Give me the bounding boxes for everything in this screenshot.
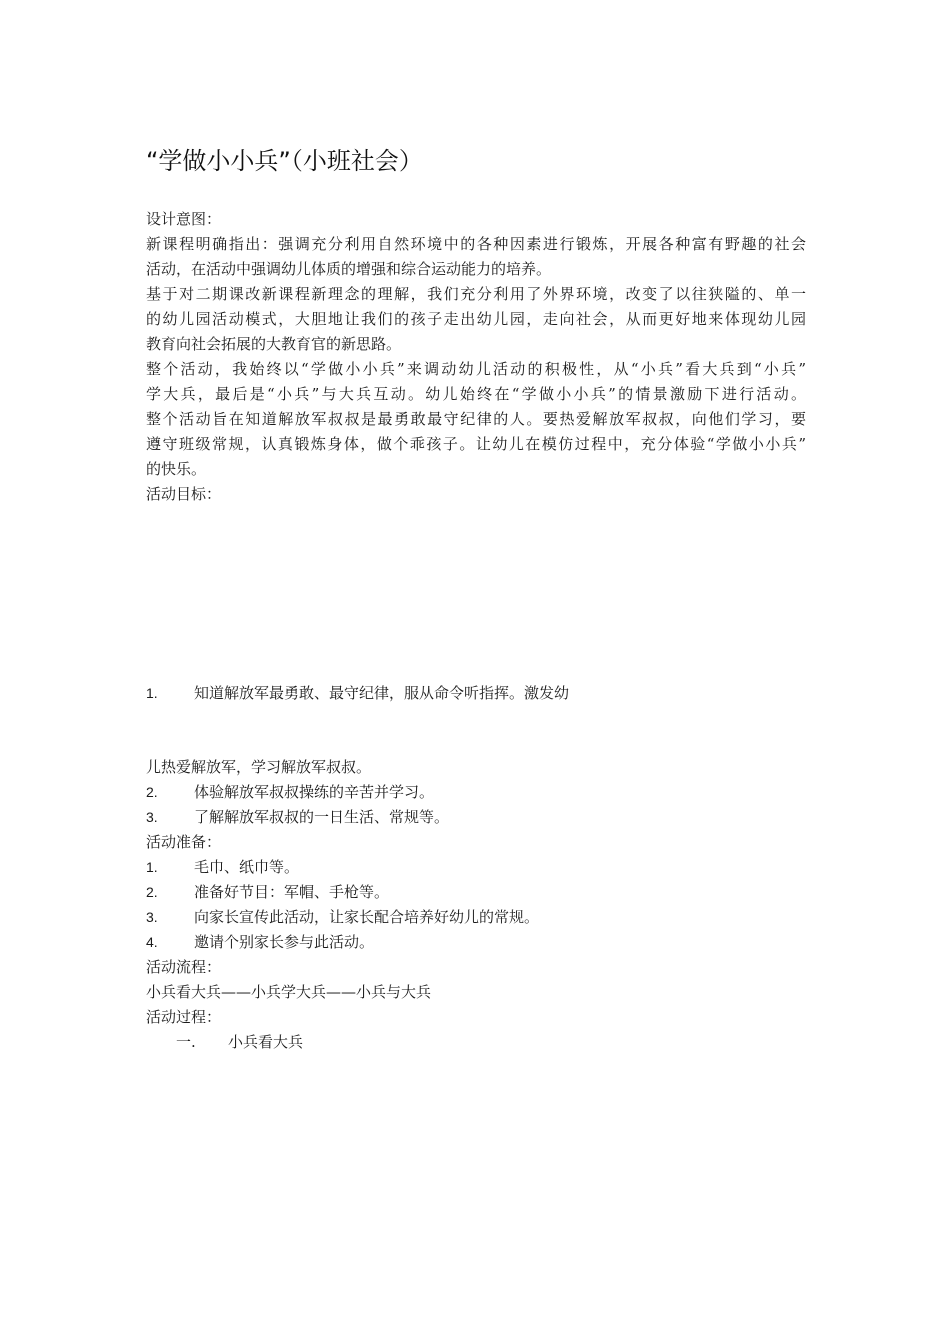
document-title: “学做小小兵”（小班社会）: [146, 147, 423, 175]
design-intent-line-5: 教育向社会拓展的大教育官的新思路。: [146, 335, 402, 353]
goal-1-text: 知道解放军最勇敢、最守纪律，服从命令听指挥。激发幼: [194, 684, 570, 702]
prep-2-text: 准备好节目：军帽、手枪等。: [194, 883, 390, 901]
prep-3-text: 向家长宣传此活动，让家长配合培养好幼儿的常规。: [194, 908, 540, 926]
process-heading: 活动过程：: [146, 1008, 222, 1026]
design-intent-line-8: 整个活动旨在知道解放军叔叔是最勇敢最守纪律的人。要热爱解放军叔叔，向他们学习，要: [146, 410, 806, 428]
flow-heading: 活动流程：: [146, 958, 222, 976]
prep-1-text: 毛巾、纸巾等。: [194, 858, 300, 876]
flow-text: 小兵看大兵——小兵学大兵——小兵与大兵: [146, 983, 432, 1001]
design-intent-line-3: 基于对二期课改新课程新理念的理解，我们充分利用了外界环境，改变了以往狭隘的、单一: [146, 285, 806, 303]
prep-2-number: 2.: [146, 884, 158, 900]
goal-3-number: 3.: [146, 809, 158, 825]
design-intent-heading: 设计意图：: [146, 210, 222, 228]
goal-1-number: 1.: [146, 685, 158, 701]
prep-1-number: 1.: [146, 859, 158, 875]
goal-2-number: 2.: [146, 784, 158, 800]
preparation-heading: 活动准备：: [146, 833, 222, 851]
design-intent-line-10: 的快乐。: [146, 460, 207, 478]
design-intent-line-6: 整个活动，我始终以“学做小小兵”来调动幼儿活动的积极性，从“小兵”看大兵到“小兵”: [146, 360, 806, 378]
design-intent-line-9: 遵守班级常规，认真锻炼身体，做个乖孩子。让幼儿在模仿过程中，充分体验“学做小小兵”: [146, 435, 806, 453]
prep-4-text: 邀请个别家长参与此活动。: [194, 933, 375, 951]
goal-1-continuation: 儿热爱解放军，学习解放军叔叔。: [146, 758, 372, 776]
design-intent-line-7: 学大兵，最后是“小兵”与大兵互动。幼儿始终在“学做小小兵”的情景激励下进行活动。: [146, 385, 806, 403]
goal-2-text: 体验解放军叔叔操练的辛苦并学习。: [194, 783, 435, 801]
prep-4-number: 4.: [146, 934, 158, 950]
goals-heading: 活动目标：: [146, 485, 222, 503]
process-section-1-number: 一.: [176, 1033, 196, 1051]
design-intent-line-4: 的幼儿园活动模式，大胆地让我们的孩子走出幼儿园，走向社会，从而更好地来体现幼儿园: [146, 310, 806, 328]
prep-3-number: 3.: [146, 909, 158, 925]
design-intent-line-2: 活动，在活动中强调幼儿体质的增强和综合运动能力的培养。: [146, 260, 552, 278]
design-intent-line-1: 新课程明确指出：强调充分利用自然环境中的各种因素进行锻炼，开展各种富有野趣的社会: [146, 235, 806, 253]
goal-3-text: 了解解放军叔叔的一日生活、常规等。: [194, 808, 450, 826]
process-section-1-title: 小兵看大兵: [228, 1033, 304, 1051]
